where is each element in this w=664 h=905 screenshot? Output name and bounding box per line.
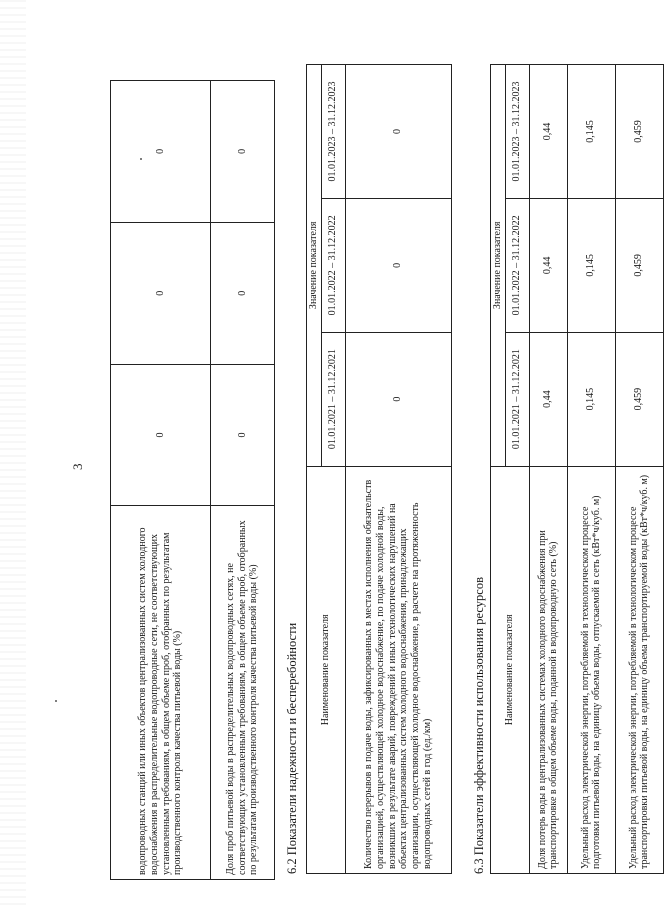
column-header-period: 01.01.2023 – 31.12.2023 — [505, 65, 529, 199]
value-2022: 0 — [211, 222, 275, 364]
page-number: 3 — [70, 463, 85, 470]
value-2021: 0,44 — [529, 332, 567, 466]
value-2023: 0,459 — [615, 65, 663, 199]
column-header-value: Значение показателя — [307, 65, 322, 467]
value-2021: 0,459 — [615, 332, 663, 466]
rotated-content — [70, 60, 651, 880]
indicator-name: Количество перерывов в подаче воды, зафиксированных в местах исполнения обязательств организацией, осуществляющей холодное водоснабжение, по подаче холодной воды, возникших в результате аварий, повреждений и иных технологических нарушений на объектах централизованных систем холодного водоснабжения, принадлежащих организации, осуществляющей холодное водоснабжение, в расчете на протяженность водопроводных сетей в год (ед./км) — [345, 466, 451, 873]
scan-speck — [140, 158, 142, 160]
column-header-period: 01.01.2023 – 31.12.2023 — [321, 65, 345, 199]
value-2021: 0 — [211, 364, 275, 506]
table-row — [211, 81, 275, 880]
table-row — [567, 65, 615, 874]
value-2022: 0,44 — [529, 198, 567, 332]
indicator-name: Удельный расход электрической энергии, потребляемой в технологическом процессе транспортировки питьевой воды, на единицу объема транспортируемой воды (кВт*ч/куб. м) — [615, 466, 663, 873]
section-heading-6-3: 6.3 Показатели эффективности использования ресурсов — [472, 577, 486, 874]
reliability-table — [306, 64, 452, 874]
value-2022: 0,459 — [615, 198, 663, 332]
value-2023: 0 — [345, 65, 451, 199]
table-header-row — [307, 65, 322, 874]
scan-speck — [55, 700, 57, 702]
value-2022: 0 — [111, 222, 211, 364]
table-row — [529, 65, 567, 874]
section-heading-6-2: 6.2 Показатели надежности и бесперебойности — [285, 622, 299, 874]
value-2023: 0 — [111, 81, 211, 223]
indicator-name: Удельный расход электрической энергии, потребляемой в технологическом процессе подготовки питьевой воды, на единицу объема воды, отпускаемой в сеть (кВт*ч/куб. м) — [567, 466, 615, 873]
table-header-row — [491, 65, 506, 874]
value-2022: 0 — [345, 198, 451, 332]
table-row — [345, 65, 451, 874]
column-header-period: 01.01.2021 – 31.12.2021 — [505, 332, 529, 466]
table-row — [615, 65, 663, 874]
value-2021: 0 — [345, 332, 451, 466]
water-quality-table — [110, 80, 275, 880]
column-header-name: Наименование показателя — [307, 466, 346, 873]
value-2021: 0 — [111, 364, 211, 506]
column-header-period: 01.01.2021 – 31.12.2021 — [321, 332, 345, 466]
indicator-name: водопроводных станций или иных объектов централизованных систем холодного водоснабжения в распределительные водопроводные сети, не соответствующих установленным требованиям, в общем объеме проб, отобранных по результатам производственного контроля качества питьевой воды (%) — [111, 506, 211, 880]
column-header-name: Наименование показателя — [491, 466, 530, 873]
indicator-name: Доля потерь воды в централизованных системах холодного водоснабжения при транспортировке в общем объеме воды, поданной в водопроводную сеть (%) — [529, 466, 567, 873]
resource-efficiency-table — [490, 64, 664, 874]
value-2023: 0,44 — [529, 65, 567, 199]
column-header-value: Значение показателя — [491, 65, 506, 467]
column-header-period: 01.01.2022 – 31.12.2022 — [321, 198, 345, 332]
value-2023: 0 — [211, 81, 275, 223]
scan-edge-noise — [0, 0, 26, 905]
column-header-period: 01.01.2022 – 31.12.2022 — [505, 198, 529, 332]
indicator-name: Доля проб питьевой воды в распределительных водопроводных сетях, не соответствующих установленным требованиям, в общем объеме проб, отобранных по результатам производственного контроля качества питьевой воды (%) — [211, 506, 275, 880]
value-2023: 0,145 — [567, 65, 615, 199]
value-2021: 0,145 — [567, 332, 615, 466]
table-row — [111, 81, 211, 880]
value-2022: 0,145 — [567, 198, 615, 332]
